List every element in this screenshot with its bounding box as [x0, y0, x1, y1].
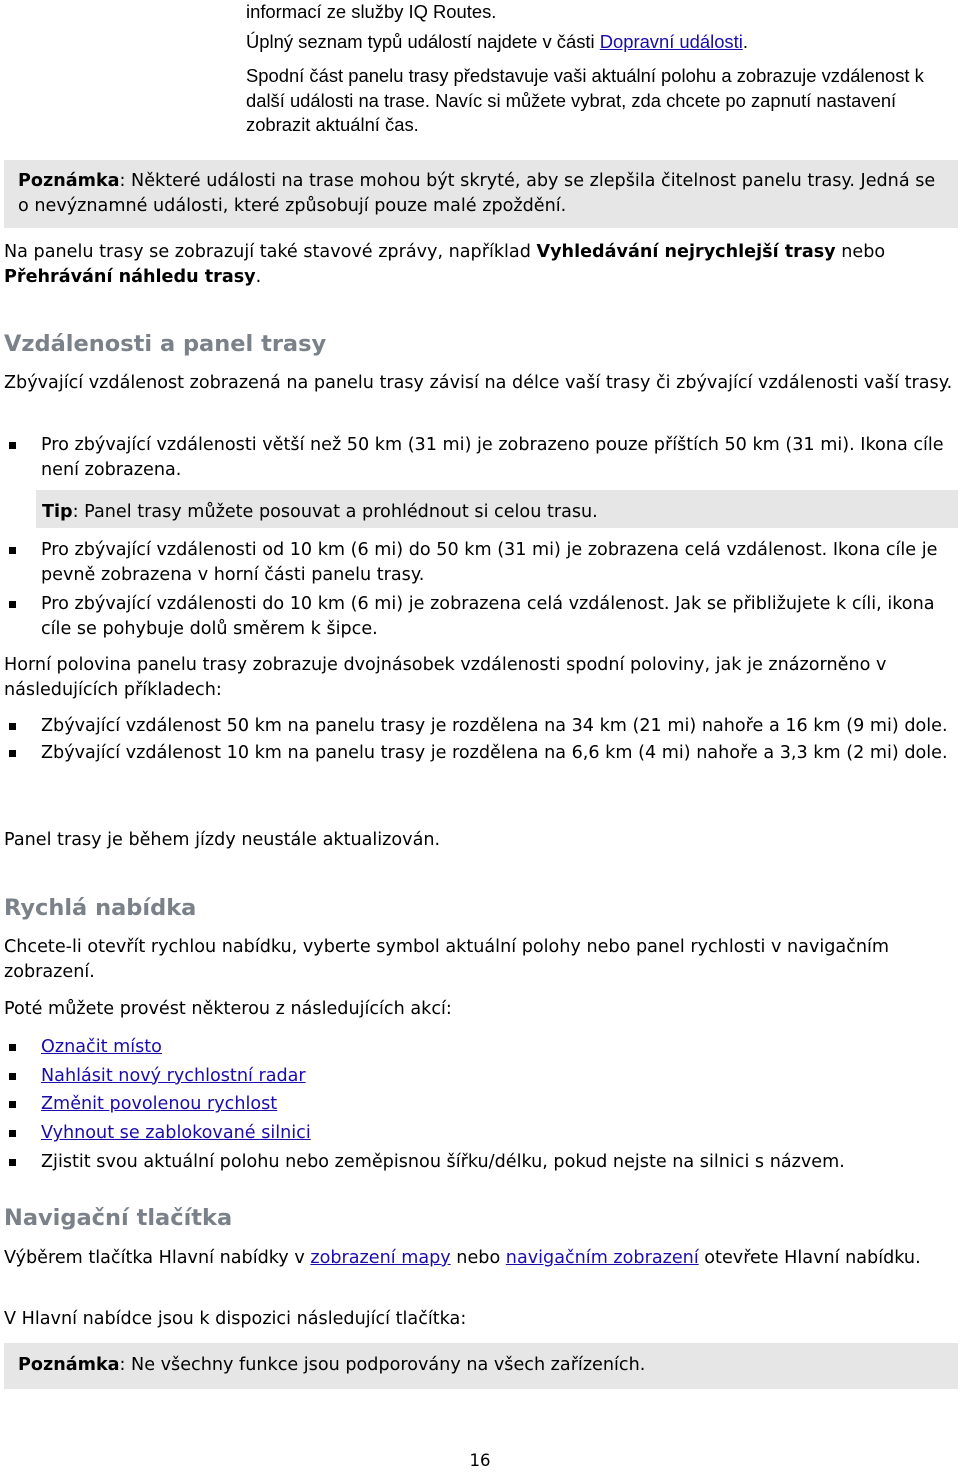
list-item: [4, 714, 958, 739]
list-item: [4, 1119, 958, 1148]
quick-menu-actions-intro: Poté můžete provést některou z následujících akcí:: [4, 999, 452, 1019]
status-conjunction: nebo: [835, 242, 886, 262]
distances-intro: Zbývající vzdálenost zobrazená na panelu trasy závisí na délce vaší trasy či zbývající vzdálenosti vaší trasy.: [4, 373, 953, 393]
tip-box: [36, 490, 958, 528]
bottom-panel-paragraph: Spodní část panelu trasy představuje vaši aktuální polohu a zobrazuje vzdálenost k další události na trase. Navíc si můžete vybrat, zda chcete po zapnutí nastavení zobrazit aktuální čas.: [246, 65, 924, 135]
distance-bullet-list-2: [4, 538, 958, 642]
example-list: [4, 714, 958, 766]
reference-text: Úplný seznam typů událostí najdete v části: [246, 30, 600, 52]
main-menu-buttons-paragraph: V Hlavní nabídce jsou k dispozici následující tlačítka:: [4, 1309, 467, 1329]
list-item-text: Pro zbývající vzdálenosti od 10 km (6 mi) do 50 km (31 mi) je zobrazena celá vzdálenost. Ikona cíle je pevně zobrazena v horní části panelu trasy.: [41, 540, 938, 585]
note-body: : Ne všechny funkce jsou podporovány na všech zařízeních.: [119, 1355, 646, 1375]
navigation-buttons-intro: [4, 1246, 958, 1271]
tip-body: : Panel trasy můžete posouvat a prohlédnout si celou trasu.: [72, 502, 598, 522]
note-text: [18, 169, 946, 219]
status-example-2: Přehrávání náhledu trasy: [4, 267, 256, 287]
note-text: [18, 1353, 946, 1378]
guidance-view-link[interactable]: navigačním zobrazení: [505, 1248, 699, 1268]
list-item: [4, 1062, 958, 1091]
tip-label: Tip: [42, 502, 73, 522]
tip-text: [42, 500, 950, 525]
list-item-text: Zbývající vzdálenost 50 km na panelu trasy je rozdělena na 34 km (21 mi) nahoře a 16 km (9 mi) dole.: [41, 716, 948, 736]
status-messages-paragraph: [4, 240, 958, 290]
list-item-text: Pro zbývající vzdálenosti do 10 km (6 mi) je zobrazena celá vzdálenost. Jak se přibližujete k cíli, ikona cíle se pohybuje dolů směrem k šipce.: [41, 594, 935, 639]
half-panel-paragraph: Horní polovina panelu trasy zobrazuje dvojnásobek vzdálenosti spodní poloviny, jak je znázorněno v následujících příkladech:: [4, 655, 887, 700]
event-list-reference: [246, 30, 946, 55]
intro-text-end: otevřete Hlavní nabídku.: [698, 1248, 921, 1268]
change-speed-limit-link[interactable]: Změnit povolenou rychlost: [41, 1094, 278, 1115]
traffic-events-link[interactable]: Dopravní události: [599, 30, 743, 52]
list-item: [4, 592, 958, 642]
intro-block: [246, 0, 946, 138]
list-item-text: Zbývající vzdálenost 10 km na panelu trasy je rozdělena na 6,6 km (4 mi) nahoře a 3,3 km (2 mi) dole.: [41, 743, 948, 763]
bullet-icon: [9, 547, 16, 554]
status-period: .: [255, 267, 262, 287]
reference-period: .: [742, 30, 748, 52]
bullet-icon: [9, 1101, 16, 1108]
bullet-icon: [9, 601, 16, 608]
intro-conjunction: nebo: [450, 1248, 506, 1268]
bullet-icon: [9, 1073, 16, 1080]
list-item-text: Pro zbývající vzdálenosti větší než 50 km (31 mi) je zobrazeno pouze příštích 50 km (31 mi). Ikona cíle není zobrazena.: [41, 435, 944, 480]
note-body: : Některé události na trase mohou být skryté, aby se zlepšila čitelnost panelu trasy. Jedná se o nevýznamné události, které způsobují pouze malé zpoždění.: [18, 171, 936, 216]
bullet-icon: [9, 1044, 16, 1051]
bullet-icon: [9, 723, 16, 730]
section-heading-distances: Vzdálenosti a panel trasy: [4, 331, 327, 357]
quick-menu-intro: Chcete-li otevřít rychlou nabídku, vyberte symbol aktuální polohy nebo panel rychlosti v navigačním zobrazení.: [4, 937, 890, 982]
list-item: [4, 1033, 958, 1062]
section-heading-quick-menu: Rychlá nabídka: [4, 895, 197, 921]
map-view-link[interactable]: zobrazení mapy: [310, 1248, 451, 1268]
distance-bullet-list-1: [4, 433, 958, 483]
note-box: [4, 1343, 958, 1389]
note-label: Poznámka: [18, 1355, 120, 1375]
avoid-blocked-road-link[interactable]: Vyhnout se zablokované silnici: [41, 1123, 311, 1144]
list-item: [4, 433, 958, 483]
bullet-icon: [9, 442, 16, 449]
section-heading-navigation-buttons: Navigační tlačítka: [4, 1205, 233, 1231]
quick-menu-actions-list: [4, 1033, 958, 1177]
bullet-icon: [9, 1159, 16, 1166]
intro-line: informací ze služby IQ Routes.: [246, 1, 497, 22]
list-item: [4, 1090, 958, 1119]
bullet-icon: [9, 750, 16, 757]
status-example-1: Vyhledávání nejrychlejší trasy: [536, 242, 836, 262]
status-text: Na panelu trasy se zobrazují také stavové zprávy, například: [4, 242, 537, 262]
note-box: [4, 160, 958, 228]
list-item: [4, 741, 958, 766]
list-item: [4, 538, 958, 588]
note-label: Poznámka: [18, 171, 120, 191]
intro-text: Výběrem tlačítka Hlavní nabídky v: [4, 1248, 311, 1268]
update-paragraph: Panel trasy je během jízdy neustále aktualizován.: [4, 830, 441, 850]
list-item-text: Zjistit svou aktuální polohu nebo zeměpisnou šířku/délku, pokud nejste na silnici s názvem.: [41, 1151, 845, 1172]
page-number: 16: [469, 1451, 491, 1470]
mark-location-link[interactable]: Označit místo: [41, 1037, 162, 1057]
list-item: [4, 1148, 958, 1177]
bullet-icon: [9, 1130, 16, 1137]
report-speed-camera-link[interactable]: Nahlásit nový rychlostní radar: [41, 1065, 306, 1086]
